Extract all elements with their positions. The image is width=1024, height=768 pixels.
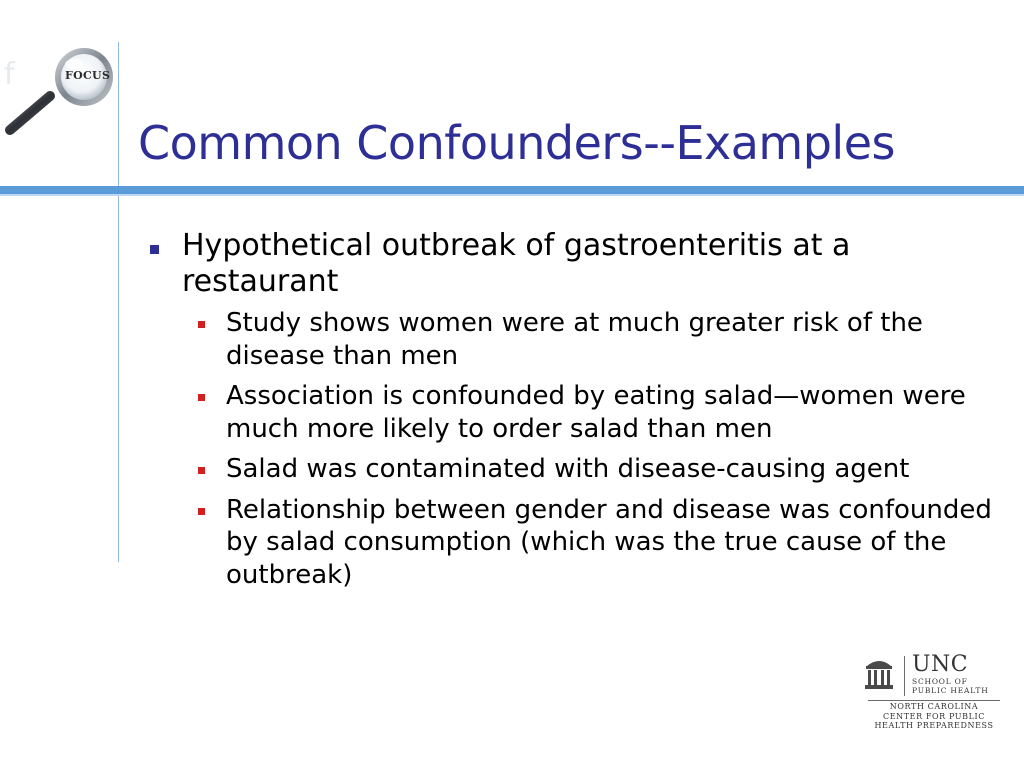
sub-bullet-item — [150, 307, 996, 372]
old-well-icon — [864, 656, 894, 690]
sub-bullet-item — [150, 453, 996, 486]
square-bullet-icon — [198, 508, 205, 515]
square-bullet-icon — [198, 321, 205, 328]
sub-bullet-item — [150, 380, 996, 445]
logo-divider — [904, 656, 905, 696]
bullet-item-level1 — [150, 228, 982, 300]
sub-bullet-text: Salad was contaminated with disease-causing agent — [226, 454, 910, 484]
focus-label: FOCUS — [65, 69, 111, 82]
unc-name: UNC — [912, 652, 969, 677]
logo-rule — [868, 700, 1000, 701]
svg-text:f: f — [4, 57, 15, 92]
unc-school-line: PUBLIC HEALTH — [912, 685, 989, 695]
unc-center-name — [864, 702, 1004, 731]
slide-title: Common Confounders--Examples — [138, 116, 895, 170]
sub-bullet-item — [150, 494, 996, 592]
sub-bullet-list — [150, 307, 1000, 591]
unc-school-name — [912, 678, 1002, 695]
sub-bullet-text: Relationship between gender and disease was confounded by salad consumption (which was the true cause of the outbreak) — [226, 494, 992, 590]
vertical-accent-line — [118, 42, 119, 562]
bullet-text: Hypothetical outbreak of gastroenteritis at a restaurant — [182, 228, 851, 299]
focus-logo — [2, 44, 118, 136]
unc-center-line: NORTH CAROLINA — [889, 702, 979, 711]
unc-school-line: SCHOOL OF — [912, 677, 968, 686]
sub-bullet-text: Association is confounded by eating salad—women were much more likely to order salad than men — [226, 381, 966, 444]
sub-bullet-text: Study shows women were at much greater risk of the disease than men — [226, 308, 923, 371]
square-bullet-icon — [150, 245, 159, 254]
magnifying-glass-icon — [2, 44, 118, 136]
square-bullet-icon — [198, 467, 205, 474]
title-underline-shadow — [0, 194, 1024, 196]
unc-center-line: CENTER FOR PUBLIC — [882, 711, 986, 721]
square-bullet-icon — [198, 394, 205, 401]
unc-logo — [864, 652, 1004, 738]
unc-center-line: HEALTH PREPAREDNESS — [874, 721, 994, 730]
title-underline-bar — [0, 186, 1024, 194]
bullet-list — [150, 228, 1000, 599]
